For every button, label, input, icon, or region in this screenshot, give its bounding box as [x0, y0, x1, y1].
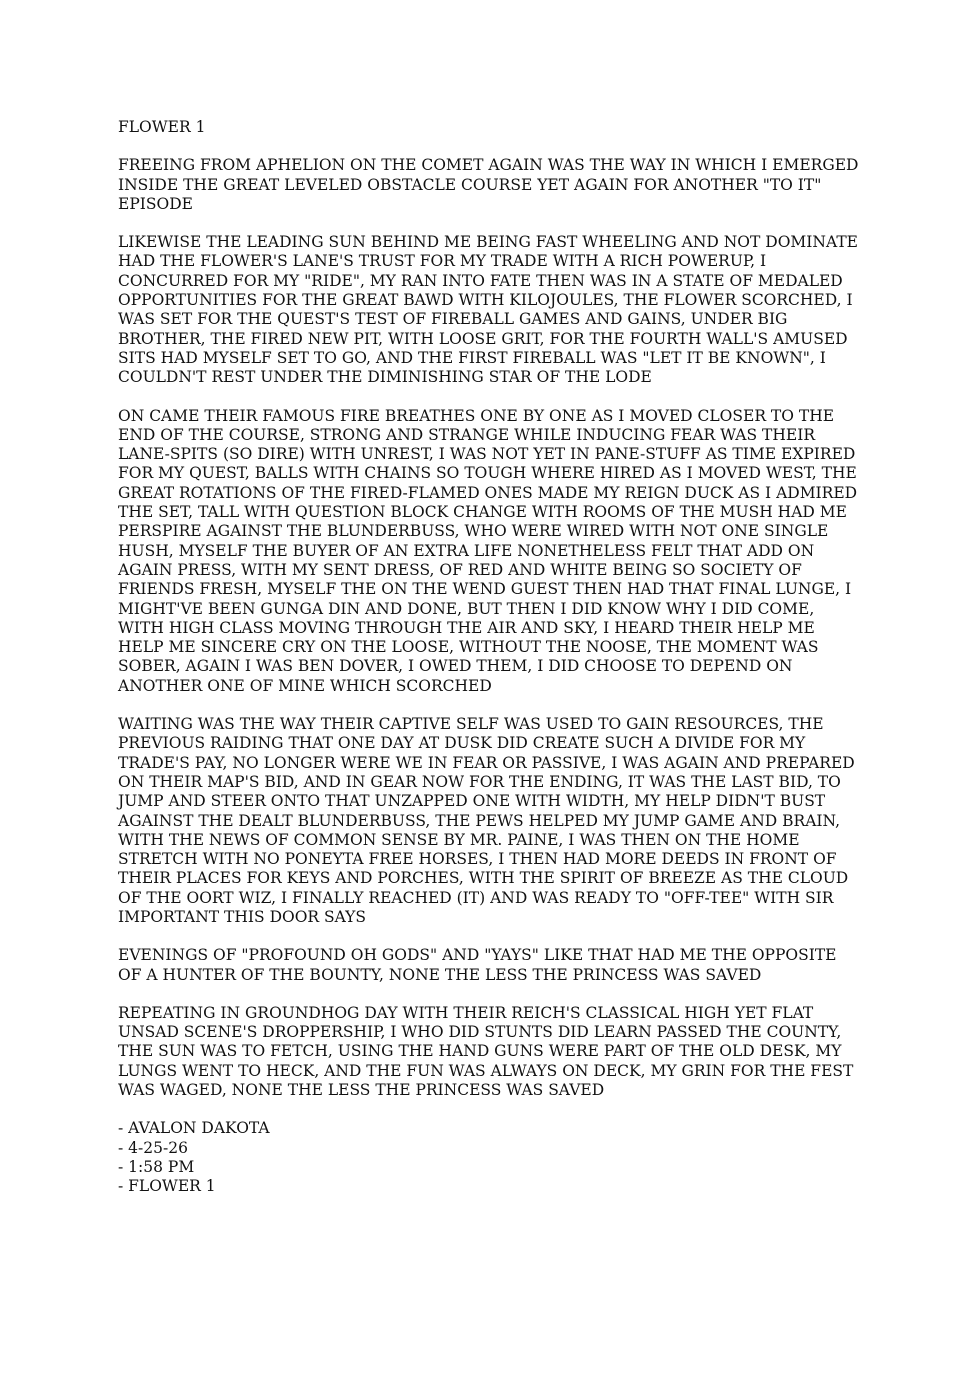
signature-block — [118, 1119, 863, 1196]
signature-title: - FLOWER 1 — [118, 1177, 216, 1196]
paragraph: WAITING WAS THE WAY THEIR CAPTIVE SELF WAS USED TO GAIN RESOURCES, THE PREVIOUS RAIDING THAT ONE DAY AT DUSK DID CREATE SUCH A DIVIDE FOR MY TRADE'S PAY, NO LONGER WERE WE IN FEAR OR PASSIVE, I WAS AGAIN AND PREPARED ON THEIR MAP'S BID, AND IN GEAR NOW FOR THE ENDING, IT WAS THE LAST BID, TO JUMP AND STEER ONTO THAT UNZAPPED ONE WITH WIDTH, MY HELP DIDN'T BUST AGAINST THE DEALT BLUNDERBUSS, THE PEWS HELPED MY JUMP GAME AND BRAIN, WITH THE NEWS OF COMMON SENSE BY MR. PAINE, I WAS THEN ON THE HOME STRETCH WITH NO PONEYTA FREE HORSES, I THEN HAD MORE DEEDS IN FRONT OF THEIR PLACES FOR KEYS AND PORCHES, WITH THE SPIRIT OF BREEZE AS THE CLOUD OF THE OORT WIZ, I FINALLY REACHED (IT) AND WAS READY TO "OFF-TEE" WITH SIR IMPORTANT THIS DOOR SAYS — [118, 715, 855, 926]
document-body — [118, 118, 863, 1197]
paragraph: EVENINGS OF "PROFOUND OH GODS" AND "YAYS" LIKE THAT HAD ME THE OPPOSITE OF A HUNTER OF THE BOUNTY, NONE THE LESS THE PRINCESS WAS SAVED — [118, 946, 837, 984]
paragraph: LIKEWISE THE LEADING SUN BEHIND ME BEING FAST WHEELING AND NOT DOMINATE HAD THE FLOWER'S LANE'S TRUST FOR MY TRADE WITH A RICH POWERUP, I CONCURRED FOR MY "RIDE", MY RAN INTO FATE THEN WAS IN A STATE OF MEDALED OPPORTUNITIES FOR THE GREAT BAWD WITH KILOJOULES, THE FLOWER SCORCHED, I WAS SET FOR THE QUEST'S TEST OF FIREBALL GAMES AND GAINS, UNDER BIG BROTHER, THE FIRED NEW PIT, WITH LOOSE GRIT, FOR THE FOURTH WALL'S AMUSED SITS HAD MYSELF SET TO GO, AND THE FIRST FIREBALL WAS "LET IT BE KNOWN", I COULDN'T REST UNDER THE DIMINISHING STAR OF THE LODE — [118, 233, 858, 387]
paragraph: REPEATING IN GROUNDHOG DAY WITH THEIR REICH'S CLASSICAL HIGH YET FLAT UNSAD SCENE'S DROPPERSHIP, I WHO DID STUNTS DID LEARN PASSED THE COUNTY, THE SUN WAS TO FETCH, USING THE HAND GUNS WERE PART OF THE OLD DESK, MY LUNGS WENT TO HECK, AND THE FUN WAS ALWAYS ON DECK, MY GRIN FOR THE FEST WAS WAGED, NONE THE LESS THE PRINCESS WAS SAVED — [118, 1003, 854, 1100]
signature-date: - 4-25-26 — [118, 1138, 188, 1157]
paragraph: ON CAME THEIR FAMOUS FIRE BREATHES ONE BY ONE AS I MOVED CLOSER TO THE END OF THE COURSE, STRONG AND STRANGE WHILE INDUCING FEAR WAS THEIR LANE-SPITS (SO DIRE) WITH UNREST, I WAS NOT YET IN PANE-STUFF AS TIME EXPIRED FOR MY QUEST, BALLS WITH CHAINS SO TOUGH WHERE HIRED AS I MOVED WEST, THE GREAT ROTATIONS OF THE FIRED-FLAMED ONES MADE MY REIGN DUCK AS I ADMIRED THE SET, TALL WITH QUESTION BLOCK CHANGE WITH ROOMS OF THE MUSH HAD ME PERSPIRE AGAINST THE BLUNDERBUSS, WHO WERE WIRED WITH NOT ONE SINGLE HUSH, MYSELF THE BUYER OF AN EXTRA LIFE NONETHELESS FELT THAT ADD ON AGAIN PRESS, WITH MY SENT DRESS, OF RED AND WHITE BEING SO SOCIETY OF FRIENDS FRESH, MYSELF THE ON THE WEND GUEST THEN HAD THAT FINAL LUNGE, I MIGHT'VE BEEN GUNGA DIN AND DONE, BUT THEN I DID KNOW WHY I DID COME, WITH HIGH CLASS MOVING THROUGH THE AIR AND SKY, I HEARD THEIR HELP ME HELP ME SINCERE CRY ON THE LOOSE, WITHOUT THE NOOSE, THE MOMENT WAS SOBER, AGAIN I WAS BEN DOVER, I OWED THEM, I DID CHOOSE TO DEPEND ON ANOTHER ONE OF MINE WHICH SCORCHED — [118, 406, 858, 695]
signature-author: - AVALON DAKOTA — [118, 1119, 270, 1138]
document-title: FLOWER 1 — [118, 118, 206, 136]
paragraph: FREEING FROM APHELION ON THE COMET AGAIN WAS THE WAY IN WHICH I EMERGED INSIDE THE GREAT LEVELED OBSTACLE COURSE YET AGAIN FOR ANOTHER "TO IT" EPISODE — [118, 156, 859, 213]
signature-time: - 1:58 PM — [118, 1157, 195, 1176]
